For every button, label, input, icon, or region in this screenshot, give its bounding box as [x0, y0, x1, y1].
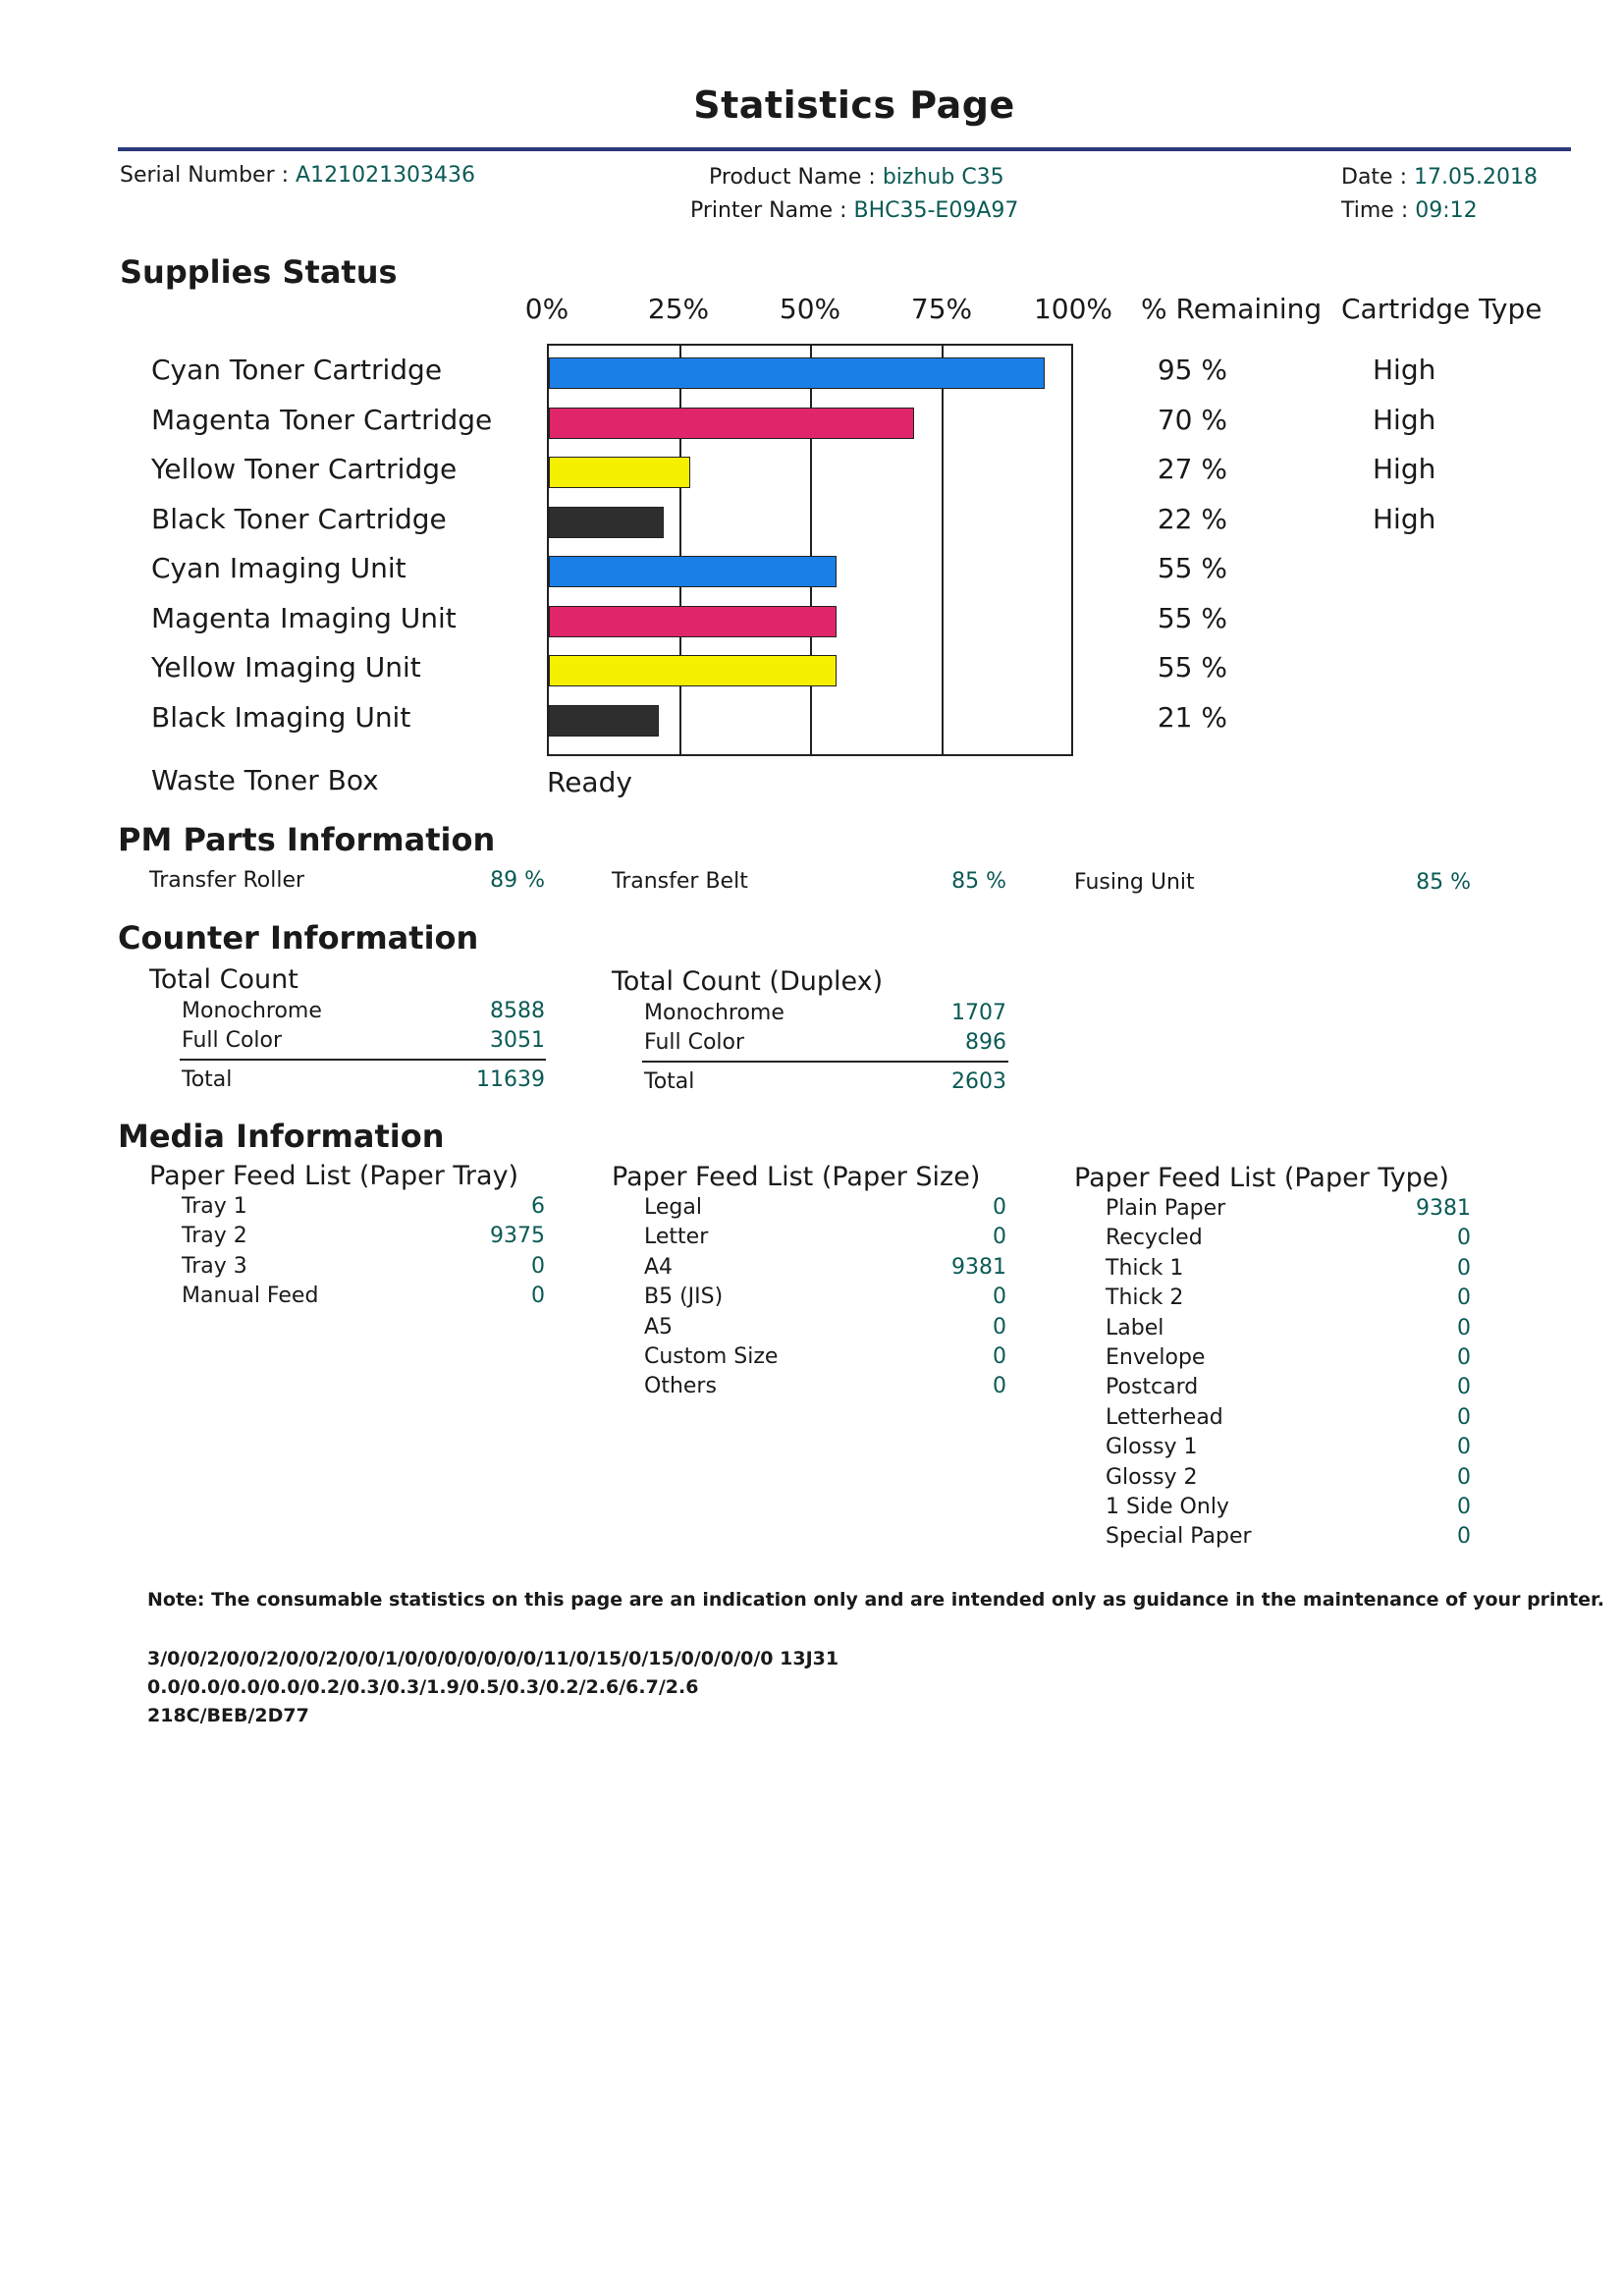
supply-bar	[549, 457, 690, 488]
size-row-value: 0	[993, 1195, 1006, 1220]
supply-remaining: 95 %	[1157, 354, 1227, 386]
paper-tray-title: Paper Feed List (Paper Tray)	[149, 1161, 519, 1191]
tray-row-value: 6	[531, 1194, 545, 1219]
supply-remaining: 55 %	[1157, 552, 1227, 584]
scale-label: 100%	[1033, 293, 1113, 325]
waste-toner-label: Waste Toner Box	[151, 764, 379, 796]
tray-row-label: Tray 1	[182, 1194, 247, 1219]
code-line-3: 218C/BEB/2D77	[147, 1705, 309, 1726]
type-row-label: Postcard	[1106, 1375, 1199, 1400]
type-row-label: Glossy 2	[1106, 1464, 1198, 1490]
waste-toner-value: Ready	[547, 766, 632, 798]
type-row-label: Glossy 1	[1106, 1435, 1198, 1460]
supply-item-label: Yellow Imaging Unit	[151, 651, 421, 683]
type-row-label: Envelope	[1106, 1345, 1206, 1370]
total-color-value: 3051	[490, 1028, 545, 1053]
tray-row-value: 0	[531, 1253, 545, 1279]
supply-bar	[549, 408, 914, 439]
tray-row-label: Manual Feed	[182, 1284, 319, 1309]
duplex-color-label: Full Color	[644, 1030, 745, 1055]
supply-item-label: Black Toner Cartridge	[151, 502, 447, 535]
type-row-value: 0	[1457, 1404, 1471, 1430]
cartridge-type-header: Cartridge Type	[1341, 293, 1542, 325]
counter-heading: Counter Information	[118, 919, 479, 957]
printer-label: Printer Name :	[690, 198, 847, 223]
duplex-total-label: Total	[644, 1069, 695, 1094]
type-row-value: 9381	[1416, 1196, 1471, 1221]
supply-remaining: 27 %	[1157, 453, 1227, 485]
supply-bar	[549, 357, 1045, 389]
pm-fusing-unit-label: Fusing Unit	[1074, 870, 1195, 895]
supply-remaining: 70 %	[1157, 403, 1227, 436]
date	[1341, 165, 1538, 190]
code-line-1: 3/0/0/2/0/0/2/0/0/2/0/0/1/0/0/0/0/0/0/0/11/0/15/0/15/0/0/0/0/0 13J31	[147, 1648, 839, 1669]
duplex-mono-value: 1707	[951, 1001, 1006, 1025]
supplies-heading: Supplies Status	[120, 253, 398, 291]
type-row-value: 0	[1457, 1375, 1471, 1400]
pm-parts-heading: PM Parts Information	[118, 821, 496, 858]
scale-label: 75%	[910, 293, 973, 325]
size-row-value: 0	[993, 1344, 1006, 1369]
type-row-label: Thick 1	[1106, 1255, 1184, 1281]
duplex-mono-label: Monochrome	[644, 1001, 784, 1025]
supply-bar	[549, 606, 837, 637]
size-row-label: Custom Size	[644, 1344, 779, 1369]
header-rule	[118, 147, 1571, 151]
supply-remaining: 21 %	[1157, 700, 1227, 734]
time-label: Time :	[1341, 198, 1409, 223]
product-value: bizhub C35	[882, 165, 1004, 190]
serial-number	[120, 163, 475, 188]
product-name	[709, 165, 1004, 190]
type-row-value: 0	[1457, 1345, 1471, 1370]
size-row-label: A4	[644, 1254, 674, 1280]
type-row-label: Thick 2	[1106, 1285, 1184, 1311]
pm-transfer-belt-value: 85 %	[951, 869, 1006, 894]
pm-transfer-roller-label: Transfer Roller	[149, 868, 305, 893]
footnote: Note: The consumable statistics on this page are an indication only and are intended only as guidance in the maintenance of your printer.	[147, 1589, 1604, 1611]
supply-bar	[549, 655, 837, 686]
duplex-total-value: 2603	[951, 1069, 1006, 1094]
type-row-value: 0	[1457, 1285, 1471, 1311]
supply-bar	[549, 556, 837, 587]
time	[1341, 198, 1478, 223]
type-row-value: 0	[1457, 1464, 1471, 1490]
scale-label: 50%	[779, 293, 841, 325]
type-row-value: 0	[1457, 1524, 1471, 1550]
date-value: 17.05.2018	[1414, 165, 1538, 190]
total-total-label: Total	[182, 1067, 233, 1092]
pm-transfer-roller-value: 89 %	[490, 868, 545, 893]
supply-item-label: Magenta Imaging Unit	[151, 601, 457, 634]
serial-value: A121021303436	[296, 163, 476, 188]
paper-size-title: Paper Feed List (Paper Size)	[612, 1162, 981, 1192]
tray-row-label: Tray 3	[182, 1253, 247, 1279]
cartridge-type: High	[1373, 403, 1436, 436]
media-heading: Media Information	[118, 1118, 445, 1155]
supply-bar	[549, 705, 659, 737]
supply-item-label: Cyan Imaging Unit	[151, 552, 406, 584]
type-row-label: Recycled	[1106, 1226, 1203, 1251]
type-row-label: 1 Side Only	[1106, 1495, 1229, 1519]
remaining-header: % Remaining	[1141, 293, 1323, 325]
type-row-value: 0	[1457, 1315, 1471, 1340]
supply-item-label: Black Imaging Unit	[151, 700, 411, 734]
size-row-value: 0	[993, 1225, 1006, 1250]
scale-label: 0%	[524, 293, 569, 325]
supply-remaining: 55 %	[1157, 601, 1227, 634]
page-title: Statistics Page	[693, 83, 1015, 127]
size-row-label: A5	[644, 1314, 674, 1339]
tray-row-label: Tray 2	[182, 1224, 247, 1249]
tray-row-value: 9375	[490, 1224, 545, 1249]
size-row-value: 0	[993, 1285, 1006, 1310]
total-color-label: Full Color	[182, 1028, 283, 1053]
tray-row-value: 0	[531, 1284, 545, 1309]
duplex-color-value: 896	[965, 1030, 1006, 1055]
printer-name	[690, 198, 1018, 223]
supplies-chart-frame	[547, 344, 1073, 756]
date-label: Date :	[1341, 165, 1407, 190]
pm-transfer-belt-label: Transfer Belt	[612, 869, 748, 894]
supply-remaining: 22 %	[1157, 502, 1227, 535]
cartridge-type: High	[1373, 502, 1436, 535]
time-value: 09:12	[1415, 198, 1478, 223]
size-row-label: Legal	[644, 1195, 702, 1220]
code-line-2: 0.0/0.0/0.0/0.0/0.2/0.3/0.3/1.9/0.5/0.3/0.2/2.6/6.7/2.6	[147, 1676, 699, 1698]
size-row-value: 0	[993, 1314, 1006, 1339]
total-count-title: Total Count	[149, 964, 298, 995]
supply-remaining: 55 %	[1157, 651, 1227, 683]
type-row-value: 0	[1457, 1435, 1471, 1460]
size-row-value: 9381	[951, 1254, 1006, 1280]
type-row-value: 0	[1457, 1255, 1471, 1281]
type-row-value: 0	[1457, 1226, 1471, 1251]
paper-type-title: Paper Feed List (Paper Type)	[1074, 1163, 1449, 1193]
size-row-label: B5 (JIS)	[644, 1285, 724, 1310]
supply-item-label: Magenta Toner Cartridge	[151, 403, 493, 436]
total-total-value: 11639	[476, 1067, 545, 1092]
duplex-count-rule	[642, 1061, 1008, 1063]
supply-bar	[549, 507, 664, 538]
cartridge-type: High	[1373, 354, 1436, 386]
product-label: Product Name :	[709, 165, 876, 190]
supply-item-label: Cyan Toner Cartridge	[151, 354, 443, 386]
supply-item-label: Yellow Toner Cartridge	[151, 453, 458, 485]
type-row-label: Plain Paper	[1106, 1196, 1226, 1221]
scale-label: 25%	[647, 293, 710, 325]
total-count-rule	[180, 1059, 546, 1061]
serial-label: Serial Number :	[120, 163, 290, 188]
total-mono-value: 8588	[490, 999, 545, 1023]
duplex-count-title: Total Count (Duplex)	[612, 966, 884, 997]
type-row-label: Special Paper	[1106, 1524, 1252, 1550]
size-row-label: Others	[644, 1374, 717, 1399]
type-row-label: Letterhead	[1106, 1404, 1223, 1430]
type-row-value: 0	[1457, 1495, 1471, 1519]
gridline-75	[942, 346, 944, 754]
pm-fusing-unit-value: 85 %	[1416, 870, 1471, 895]
size-row-value: 0	[993, 1374, 1006, 1399]
total-mono-label: Monochrome	[182, 999, 322, 1023]
printer-value: BHC35-E09A97	[853, 198, 1019, 223]
size-row-label: Letter	[644, 1225, 709, 1250]
type-row-label: Label	[1106, 1315, 1164, 1340]
cartridge-type: High	[1373, 453, 1436, 485]
